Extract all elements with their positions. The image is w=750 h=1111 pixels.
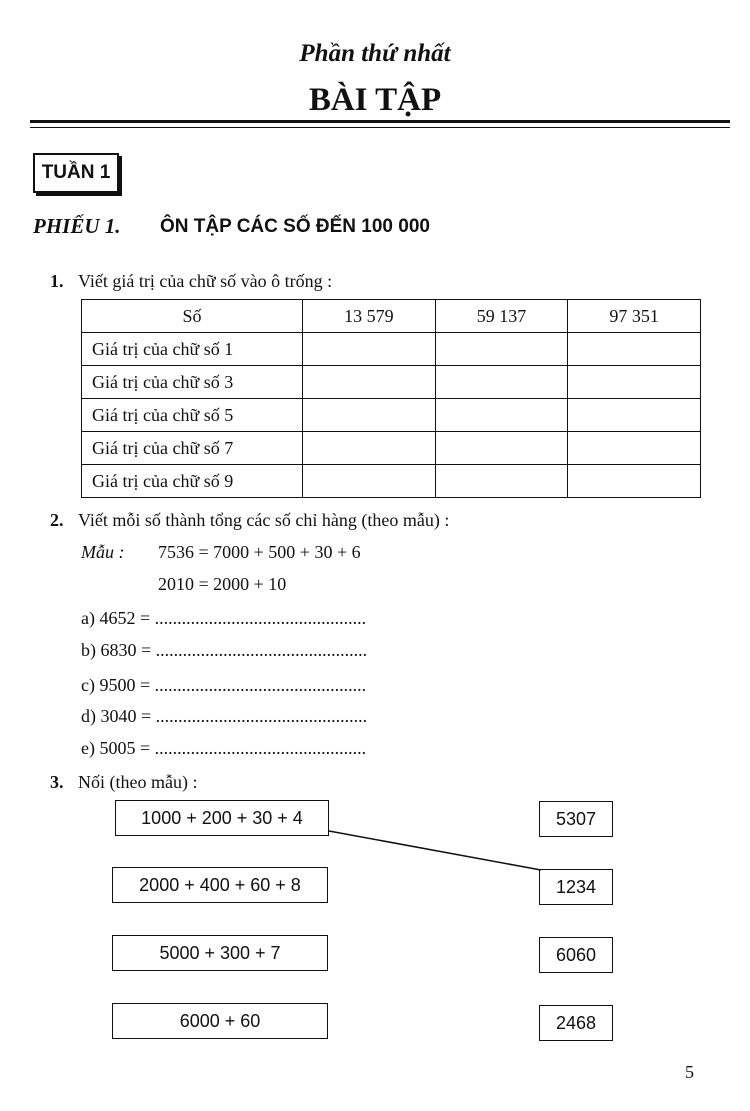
answer-line-a[interactable]: a) 4652 = ...............................................	[81, 608, 367, 628]
answer-line-b[interactable]: b) 6830 = ...............................................	[81, 640, 368, 660]
sheet-title: ÔN TẬP CÁC SỐ ĐẾN 100 000	[160, 216, 430, 237]
part-title: Phần thứ nhất	[299, 40, 451, 67]
question-2-number: 2.	[50, 510, 64, 530]
number-box[interactable]: 2468	[539, 1005, 613, 1041]
question-1-text: Viết giá trị của chữ số vào ô trống :	[78, 271, 333, 291]
row-label: Giá trị của chữ số 3	[82, 366, 303, 399]
row-label: Giá trị của chữ số 1	[82, 333, 303, 366]
row-label: Giá trị của chữ số 9	[82, 465, 303, 498]
example-line-2: 2010 = 2000 + 10	[158, 574, 287, 594]
row-label: Giá trị của chữ số 5	[82, 399, 303, 432]
expression-box[interactable]: 2000 + 400 + 60 + 8	[112, 867, 328, 903]
answer-line-e[interactable]: e) 5005 = ...............................................	[81, 738, 367, 758]
question-2-text: Viết mỗi số thành tổng các số chỉ hàng (theo mẫu) :	[78, 510, 450, 530]
sheet-label: PHIẾU 1.	[33, 214, 121, 238]
example-connector-line	[329, 831, 541, 870]
table-header-cell: 13 579	[303, 300, 436, 333]
example-line-1: 7536 = 7000 + 500 + 30 + 6	[158, 542, 361, 562]
week-label: TUẦN 1	[33, 153, 119, 193]
question-1-number: 1.	[50, 271, 64, 291]
main-title: BÀI TẬP	[308, 82, 442, 118]
question-3-text: Nối (theo mẫu) :	[78, 772, 198, 792]
number-box[interactable]: 6060	[539, 937, 613, 973]
answer-line-c[interactable]: c) 9500 = ...............................................	[81, 675, 367, 695]
table-header-cell: 97 351	[568, 300, 701, 333]
number-box[interactable]: 1234	[539, 869, 613, 905]
question-3-number: 3.	[50, 772, 64, 792]
page-number: 5	[685, 1062, 694, 1082]
example-label: Mẫu :	[81, 542, 125, 562]
number-box[interactable]: 5307	[539, 801, 613, 837]
expression-box[interactable]: 5000 + 300 + 7	[112, 935, 328, 971]
table-header-cell: 59 137	[435, 300, 568, 333]
answer-line-d[interactable]: d) 3040 = ...............................................	[81, 706, 368, 726]
table-header-cell: Số	[82, 300, 303, 333]
expression-box[interactable]: 6000 + 60	[112, 1003, 328, 1039]
row-label: Giá trị của chữ số 7	[82, 432, 303, 465]
expression-box[interactable]: 1000 + 200 + 30 + 4	[115, 800, 329, 836]
